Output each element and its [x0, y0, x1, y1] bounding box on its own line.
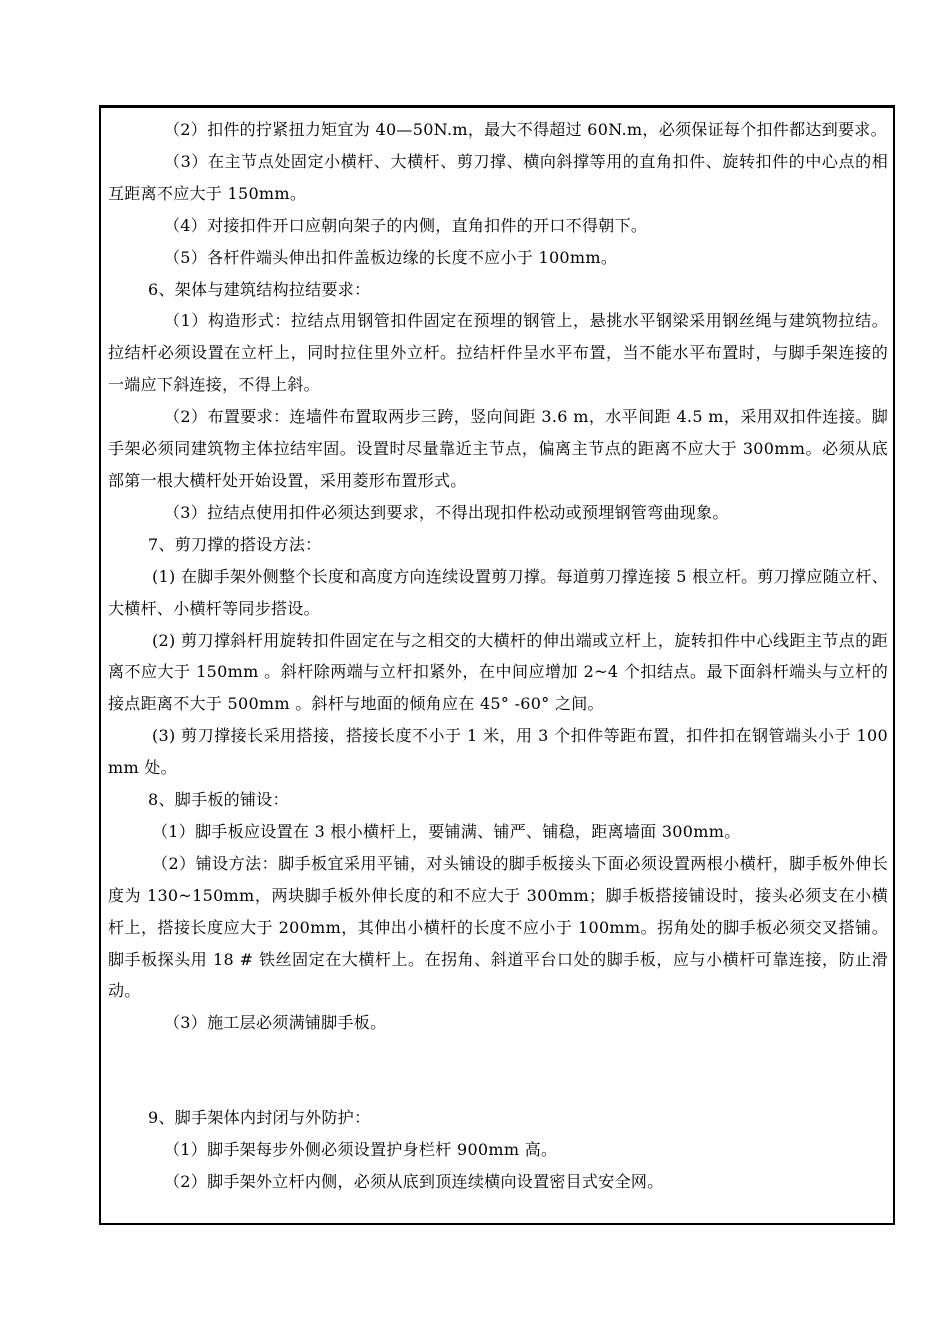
clause-paragraph: （3）拉结点使用扣件必须达到要求，不得出现扣件松动或预埋钢管弯曲现象。 — [164, 502, 729, 522]
clause-paragraph: （5）各杆件端头伸出扣件盖板边缘的长度不应小于 100mm。 — [164, 247, 618, 267]
clause-paragraph: （3）在主节点处固定小横杆、大横杆、剪刀撑、横向斜撑等用的直角扣件、旋转扣件的中心点的相互距离不应大于 150mm。 — [108, 151, 888, 203]
clause-paragraph: (2) 剪刀撑斜杆用旋转扣件固定在与之相交的大横杆的伸出端或立杆上，旋转扣件中心线距主节点的距离不应大于 150mm 。斜杆除两端与立杆扣紧外，在中间应增加 2~4 个扣结点。最下面斜杆端头与立杆的接点距离不大于 500mm 。斜杆与地面的倾角应在 45° -60° 之间。 — [108, 630, 888, 714]
blank-spacing — [108, 1039, 888, 1102]
clause-paragraph: (3) 剪刀撑接长采用搭接，搭接长度不小于 1 米，用 3 个扣件等距布置，扣件扣在钢管端头小于 100mm 处。 — [108, 726, 888, 778]
clause-paragraph: （2）扣件的拧紧扭力矩宜为 40—50N.m，最大不得超过 60N.m，必须保证每个扣件都达到要求。 — [164, 120, 887, 139]
clause-paragraph: （2）布置要求：连墙件布置取两步三跨，竖向间距 3.6 m，水平间距 4.5 m，采用双扣件连接。脚手架必须同建筑物主体拉结牢固。设置时尽量靠近主节点，偏离主节点的距离不应大于 300mm。必须从底部第一根大横杆处开始设置，采用菱形布置形式。 — [108, 407, 888, 490]
document-body — [108, 114, 888, 1198]
clause-paragraph: （3）施工层必须满铺脚手板。 — [164, 1013, 387, 1033]
section-heading-6: 6、架体与建筑结构拉结要求： — [148, 279, 371, 299]
section-heading-7: 7、剪刀撑的搭设方法： — [148, 534, 322, 554]
clause-paragraph: （1）脚手板应设置在 3 根小横杆上，要铺满、铺严、铺稳，距离墙面 300mm。 — [152, 821, 741, 841]
section-heading-8: 8、脚手板的铺设： — [148, 790, 289, 810]
clause-paragraph: （1）构造形式：拉结点用钢管扣件固定在预埋的钢管上，悬挑水平钢梁采用钢丝绳与建筑物拉结。拉结杆必须设置在立杆上，同时拉住里外立杆。拉结杆件呈水平布置，当不能水平布置时，与脚手架连接的一端应下斜连接，不得上斜。 — [108, 311, 888, 395]
clause-paragraph: (1) 在脚手架外侧整个长度和高度方向连续设置剪刀撑。每道剪刀撑连接 5 根立杆。剪刀撑应随立杆、大横杆、小横杆等同步搭设。 — [108, 566, 888, 618]
document-table-frame — [99, 105, 895, 1225]
clause-paragraph: （1）脚手架每步外侧必须设置护身栏杆 900mm 高。 — [164, 1140, 558, 1160]
clause-paragraph: （4）对接扣件开口应朝向架子的内侧，直角扣件的开口不得朝下。 — [164, 215, 648, 235]
section-heading-9: 9、脚手架体内封闭与外防护： — [148, 1108, 371, 1128]
clause-paragraph: （2）脚手架外立杆内侧，必须从底到顶连续横向设置密目式安全网。 — [164, 1172, 664, 1192]
clause-paragraph: （2）铺设方法：脚手板宜采用平铺，对头铺设的脚手板接头下面必须设置两根小横杆，脚手板外伸长度为 130~150mm，两块脚手板外伸长度的和不应大于 300mm；脚手板搭接铺设时，接头必须支在小横杆上，搭接长度应大于 200mm，其伸出小横杆的长度不应小于 100mm。拐角处的脚手板必须交叉搭铺。脚手板探头用 18 # 铁丝固定在大横杆上。在拐角、斜道平台口处的脚手板，应与小横杆可靠连接，防止滑动。 — [108, 853, 888, 1001]
